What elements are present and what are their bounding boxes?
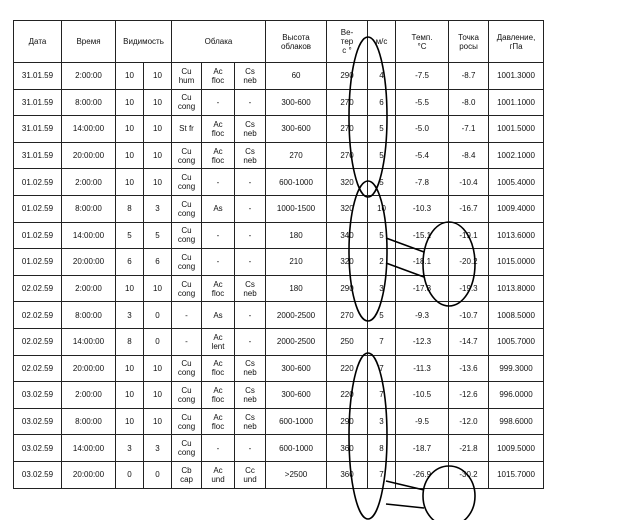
cell-date: 01.02.59 [14, 249, 62, 276]
cell-cloud-3: Cs neb [235, 116, 266, 143]
cell-date: 02.02.59 [14, 355, 62, 382]
cell-visibility-2: 10 [144, 382, 172, 409]
cell-wind-direction: 320 [327, 169, 368, 196]
cell-cloud-height: 300-600 [266, 116, 327, 143]
table-row [14, 249, 544, 276]
cell-wind-speed: 5 [368, 169, 396, 196]
cell-pressure: 1005.4000 [489, 169, 544, 196]
cell-temperature: -7.5 [396, 63, 449, 90]
table-row [14, 408, 544, 435]
table-row [14, 382, 544, 409]
cell-cloud-height: >2500 [266, 461, 327, 488]
cell-temperature: -9.3 [396, 302, 449, 329]
cell-cloud-2: - [202, 169, 235, 196]
cell-cloud-height: 300-600 [266, 89, 327, 116]
cell-cloud-3: Cc und [235, 461, 266, 488]
cell-cloud-1: Cu cong [172, 382, 202, 409]
cell-visibility-1: 10 [116, 169, 144, 196]
cell-pressure: 1009.4000 [489, 195, 544, 222]
cell-cloud-3: - [235, 195, 266, 222]
cell-wind-direction: 360 [327, 461, 368, 488]
cell-visibility-1: 10 [116, 275, 144, 302]
cell-cloud-3: - [235, 249, 266, 276]
cell-cloud-3: - [235, 435, 266, 462]
cell-dew-point: -7.1 [449, 116, 489, 143]
cell-visibility-2: 10 [144, 408, 172, 435]
table-row [14, 89, 544, 116]
cell-time: 20:00:00 [62, 142, 116, 169]
cell-dew-point: -8.4 [449, 142, 489, 169]
cell-visibility-2: 10 [144, 116, 172, 143]
cell-wind-direction: 290 [327, 63, 368, 90]
cell-temperature: -12.3 [396, 328, 449, 355]
cell-pressure: 1013.6000 [489, 222, 544, 249]
cell-visibility-2: 3 [144, 435, 172, 462]
table-row [14, 275, 544, 302]
cell-cloud-1: Cu hum [172, 63, 202, 90]
cell-visibility-2: 3 [144, 195, 172, 222]
cell-temperature: -17.3 [396, 275, 449, 302]
cell-visibility-2: 10 [144, 355, 172, 382]
cell-dew-point: -20.2 [449, 249, 489, 276]
cell-wind-speed: 3 [368, 408, 396, 435]
cell-wind-direction: 290 [327, 408, 368, 435]
cell-cloud-height: 600-1000 [266, 408, 327, 435]
cell-visibility-2: 6 [144, 249, 172, 276]
cell-date: 03.02.59 [14, 382, 62, 409]
cell-cloud-3: - [235, 328, 266, 355]
cell-wind-speed: 7 [368, 461, 396, 488]
header-visibility: Видимость [116, 21, 172, 63]
cell-cloud-3: Cs neb [235, 355, 266, 382]
cell-pressure: 1001.1000 [489, 89, 544, 116]
cell-temperature: -11.3 [396, 355, 449, 382]
cell-cloud-height: 180 [266, 275, 327, 302]
cell-temperature: -10.5 [396, 382, 449, 409]
cell-cloud-3: - [235, 169, 266, 196]
cell-cloud-height: 300-600 [266, 382, 327, 409]
cell-cloud-1: Cb cap [172, 461, 202, 488]
cell-pressure: 1001.5000 [489, 116, 544, 143]
cell-pressure: 1015.0000 [489, 249, 544, 276]
cell-wind-direction: 290 [327, 275, 368, 302]
table-row [14, 461, 544, 488]
cell-time: 2:00:00 [62, 63, 116, 90]
cell-time: 8:00:00 [62, 195, 116, 222]
cell-cloud-2: Ac und [202, 461, 235, 488]
cell-wind-speed: 5 [368, 142, 396, 169]
table-row [14, 195, 544, 222]
cell-cloud-3: Cs neb [235, 408, 266, 435]
table-row [14, 169, 544, 196]
cell-wind-direction: 320 [327, 249, 368, 276]
cell-dew-point: -30.2 [449, 461, 489, 488]
cell-cloud-1: Cu cong [172, 275, 202, 302]
cell-dew-point: -19.3 [449, 275, 489, 302]
cell-pressure: 1015.7000 [489, 461, 544, 488]
cell-temperature: -18.1 [396, 249, 449, 276]
cell-visibility-1: 10 [116, 408, 144, 435]
table-body [14, 63, 544, 489]
cell-visibility-1: 10 [116, 382, 144, 409]
cell-time: 2:00:00 [62, 275, 116, 302]
cell-cloud-1: - [172, 328, 202, 355]
cell-cloud-height: 300-600 [266, 355, 327, 382]
cell-wind-speed: 7 [368, 355, 396, 382]
cell-cloud-2: Ac floc [202, 275, 235, 302]
cell-pressure: 1013.8000 [489, 275, 544, 302]
cell-date: 03.02.59 [14, 408, 62, 435]
cell-visibility-2: 10 [144, 275, 172, 302]
cell-pressure: 996.0000 [489, 382, 544, 409]
cell-date: 01.02.59 [14, 222, 62, 249]
header-clouds: Облака [172, 21, 266, 63]
cell-cloud-1: St fr [172, 116, 202, 143]
cell-cloud-2: - [202, 435, 235, 462]
header-pressure: Давление, гПа [489, 21, 544, 63]
cell-dew-point: -12.0 [449, 408, 489, 435]
cell-cloud-height: 60 [266, 63, 327, 90]
cell-visibility-2: 0 [144, 302, 172, 329]
cell-visibility-2: 5 [144, 222, 172, 249]
cell-dew-point: -21.8 [449, 435, 489, 462]
weather-table-container [13, 20, 543, 520]
cell-cloud-2: - [202, 222, 235, 249]
cell-visibility-1: 3 [116, 435, 144, 462]
cell-wind-direction: 340 [327, 222, 368, 249]
cell-visibility-1: 10 [116, 355, 144, 382]
cell-date: 31.01.59 [14, 89, 62, 116]
cell-pressure: 999.3000 [489, 355, 544, 382]
cell-wind-direction: 220 [327, 382, 368, 409]
cell-cloud-2: Ac lent [202, 328, 235, 355]
cell-time: 20:00:00 [62, 355, 116, 382]
table-row [14, 222, 544, 249]
cell-wind-direction: 320 [327, 195, 368, 222]
cell-pressure: 1001.3000 [489, 63, 544, 90]
cell-cloud-1: - [172, 302, 202, 329]
cell-visibility-1: 10 [116, 116, 144, 143]
cell-dew-point: -10.7 [449, 302, 489, 329]
table-row [14, 355, 544, 382]
cell-dew-point: -10.4 [449, 169, 489, 196]
cell-time: 8:00:00 [62, 408, 116, 435]
cell-visibility-2: 10 [144, 89, 172, 116]
cell-time: 20:00:00 [62, 249, 116, 276]
cell-cloud-1: Cu cong [172, 408, 202, 435]
cell-cloud-1: Cu cong [172, 355, 202, 382]
table-row [14, 116, 544, 143]
cell-date: 31.01.59 [14, 116, 62, 143]
cell-cloud-2: As [202, 302, 235, 329]
cell-dew-point: -19.1 [449, 222, 489, 249]
cell-visibility-1: 3 [116, 302, 144, 329]
header-dew-point: Точка росы [449, 21, 489, 63]
header-time: Время [62, 21, 116, 63]
cell-wind-direction: 270 [327, 89, 368, 116]
cell-visibility-1: 5 [116, 222, 144, 249]
cell-wind-speed: 3 [368, 275, 396, 302]
cell-time: 2:00:00 [62, 169, 116, 196]
cell-visibility-2: 0 [144, 461, 172, 488]
cell-cloud-height: 2000-2500 [266, 302, 327, 329]
cell-cloud-1: Cu cong [172, 435, 202, 462]
cell-temperature: -5.0 [396, 116, 449, 143]
cell-temperature: -10.3 [396, 195, 449, 222]
cell-pressure: 1008.5000 [489, 302, 544, 329]
cell-pressure: 1009.5000 [489, 435, 544, 462]
cell-cloud-1: Cu cong [172, 249, 202, 276]
cell-cloud-height: 270 [266, 142, 327, 169]
cell-dew-point: -13.6 [449, 355, 489, 382]
table-row [14, 142, 544, 169]
cell-visibility-2: 10 [144, 63, 172, 90]
cell-time: 14:00:00 [62, 435, 116, 462]
cell-time: 14:00:00 [62, 328, 116, 355]
cell-cloud-1: Cu cong [172, 222, 202, 249]
cell-wind-direction: 270 [327, 302, 368, 329]
cell-visibility-2: 10 [144, 169, 172, 196]
cell-cloud-2: As [202, 195, 235, 222]
cell-wind-speed: 8 [368, 435, 396, 462]
cell-wind-speed: 7 [368, 382, 396, 409]
cell-cloud-2: Ac floc [202, 63, 235, 90]
cell-temperature: -7.8 [396, 169, 449, 196]
cell-cloud-1: Cu cong [172, 169, 202, 196]
cell-temperature: -18.7 [396, 435, 449, 462]
cell-cloud-2: Ac floc [202, 142, 235, 169]
cell-dew-point: -8.7 [449, 63, 489, 90]
cell-wind-speed: 5 [368, 222, 396, 249]
cell-visibility-2: 0 [144, 328, 172, 355]
cell-time: 14:00:00 [62, 222, 116, 249]
cell-wind-speed: 4 [368, 63, 396, 90]
cell-visibility-1: 6 [116, 249, 144, 276]
cell-cloud-height: 180 [266, 222, 327, 249]
cell-wind-speed: 10 [368, 195, 396, 222]
header-cloud-height: Высота облаков [266, 21, 327, 63]
header-wind-speed: м/с [368, 21, 396, 63]
cell-visibility-1: 8 [116, 195, 144, 222]
cell-time: 14:00:00 [62, 116, 116, 143]
cell-wind-direction: 270 [327, 142, 368, 169]
cell-date: 03.02.59 [14, 435, 62, 462]
cell-cloud-2: Ac floc [202, 116, 235, 143]
cell-cloud-3: Cs neb [235, 275, 266, 302]
cell-cloud-2: Ac floc [202, 408, 235, 435]
weather-observations-table [13, 20, 544, 489]
cell-dew-point: -14.7 [449, 328, 489, 355]
cell-dew-point: -12.6 [449, 382, 489, 409]
cell-temperature: -26.9 [396, 461, 449, 488]
cell-cloud-1: Cu cong [172, 89, 202, 116]
cell-wind-speed: 7 [368, 328, 396, 355]
header-date: Дата [14, 21, 62, 63]
cell-wind-direction: 250 [327, 328, 368, 355]
header-temperature: Темп. °С [396, 21, 449, 63]
cell-cloud-3: - [235, 89, 266, 116]
cell-cloud-2: - [202, 89, 235, 116]
cell-cloud-3: Cs neb [235, 63, 266, 90]
cell-temperature: -15.1 [396, 222, 449, 249]
annotation-connector-4 [386, 504, 424, 508]
table-row [14, 328, 544, 355]
cell-wind-speed: 6 [368, 89, 396, 116]
cell-visibility-1: 10 [116, 89, 144, 116]
cell-cloud-3: Cs neb [235, 382, 266, 409]
cell-visibility-1: 10 [116, 142, 144, 169]
cell-cloud-3: - [235, 222, 266, 249]
cell-pressure: 998.6000 [489, 408, 544, 435]
cell-visibility-1: 10 [116, 63, 144, 90]
cell-wind-direction: 270 [327, 116, 368, 143]
cell-time: 2:00:00 [62, 382, 116, 409]
cell-date: 02.02.59 [14, 302, 62, 329]
cell-visibility-1: 8 [116, 328, 144, 355]
cell-cloud-height: 600-1000 [266, 435, 327, 462]
cell-cloud-3: Cs neb [235, 142, 266, 169]
cell-cloud-3: - [235, 302, 266, 329]
cell-visibility-2: 10 [144, 142, 172, 169]
cell-cloud-2: - [202, 249, 235, 276]
cell-date: 31.01.59 [14, 142, 62, 169]
cell-wind-speed: 2 [368, 249, 396, 276]
cell-cloud-1: Cu cong [172, 142, 202, 169]
cell-date: 01.02.59 [14, 195, 62, 222]
cell-date: 02.02.59 [14, 275, 62, 302]
cell-wind-direction: 220 [327, 355, 368, 382]
cell-cloud-height: 2000-2500 [266, 328, 327, 355]
cell-date: 01.02.59 [14, 169, 62, 196]
cell-cloud-2: Ac floc [202, 355, 235, 382]
cell-cloud-2: Ac floc [202, 382, 235, 409]
header-wind-direction: Ве- тер с ° [327, 21, 368, 63]
table-row [14, 302, 544, 329]
cell-cloud-1: Cu cong [172, 195, 202, 222]
table-row [14, 63, 544, 90]
cell-wind-direction: 360 [327, 435, 368, 462]
cell-cloud-height: 210 [266, 249, 327, 276]
cell-pressure: 1002.1000 [489, 142, 544, 169]
cell-temperature: -5.4 [396, 142, 449, 169]
cell-wind-speed: 5 [368, 302, 396, 329]
cell-cloud-height: 600-1000 [266, 169, 327, 196]
cell-pressure: 1005.7000 [489, 328, 544, 355]
cell-time: 8:00:00 [62, 89, 116, 116]
cell-cloud-height: 1000-1500 [266, 195, 327, 222]
cell-date: 02.02.59 [14, 328, 62, 355]
cell-date: 03.02.59 [14, 461, 62, 488]
cell-temperature: -9.5 [396, 408, 449, 435]
cell-time: 20:00:00 [62, 461, 116, 488]
cell-date: 31.01.59 [14, 63, 62, 90]
cell-temperature: -5.5 [396, 89, 449, 116]
table-header-row [14, 21, 544, 63]
cell-dew-point: -16.7 [449, 195, 489, 222]
cell-wind-speed: 5 [368, 116, 396, 143]
table-row [14, 435, 544, 462]
cell-time: 8:00:00 [62, 302, 116, 329]
cell-dew-point: -8.0 [449, 89, 489, 116]
cell-visibility-1: 0 [116, 461, 144, 488]
